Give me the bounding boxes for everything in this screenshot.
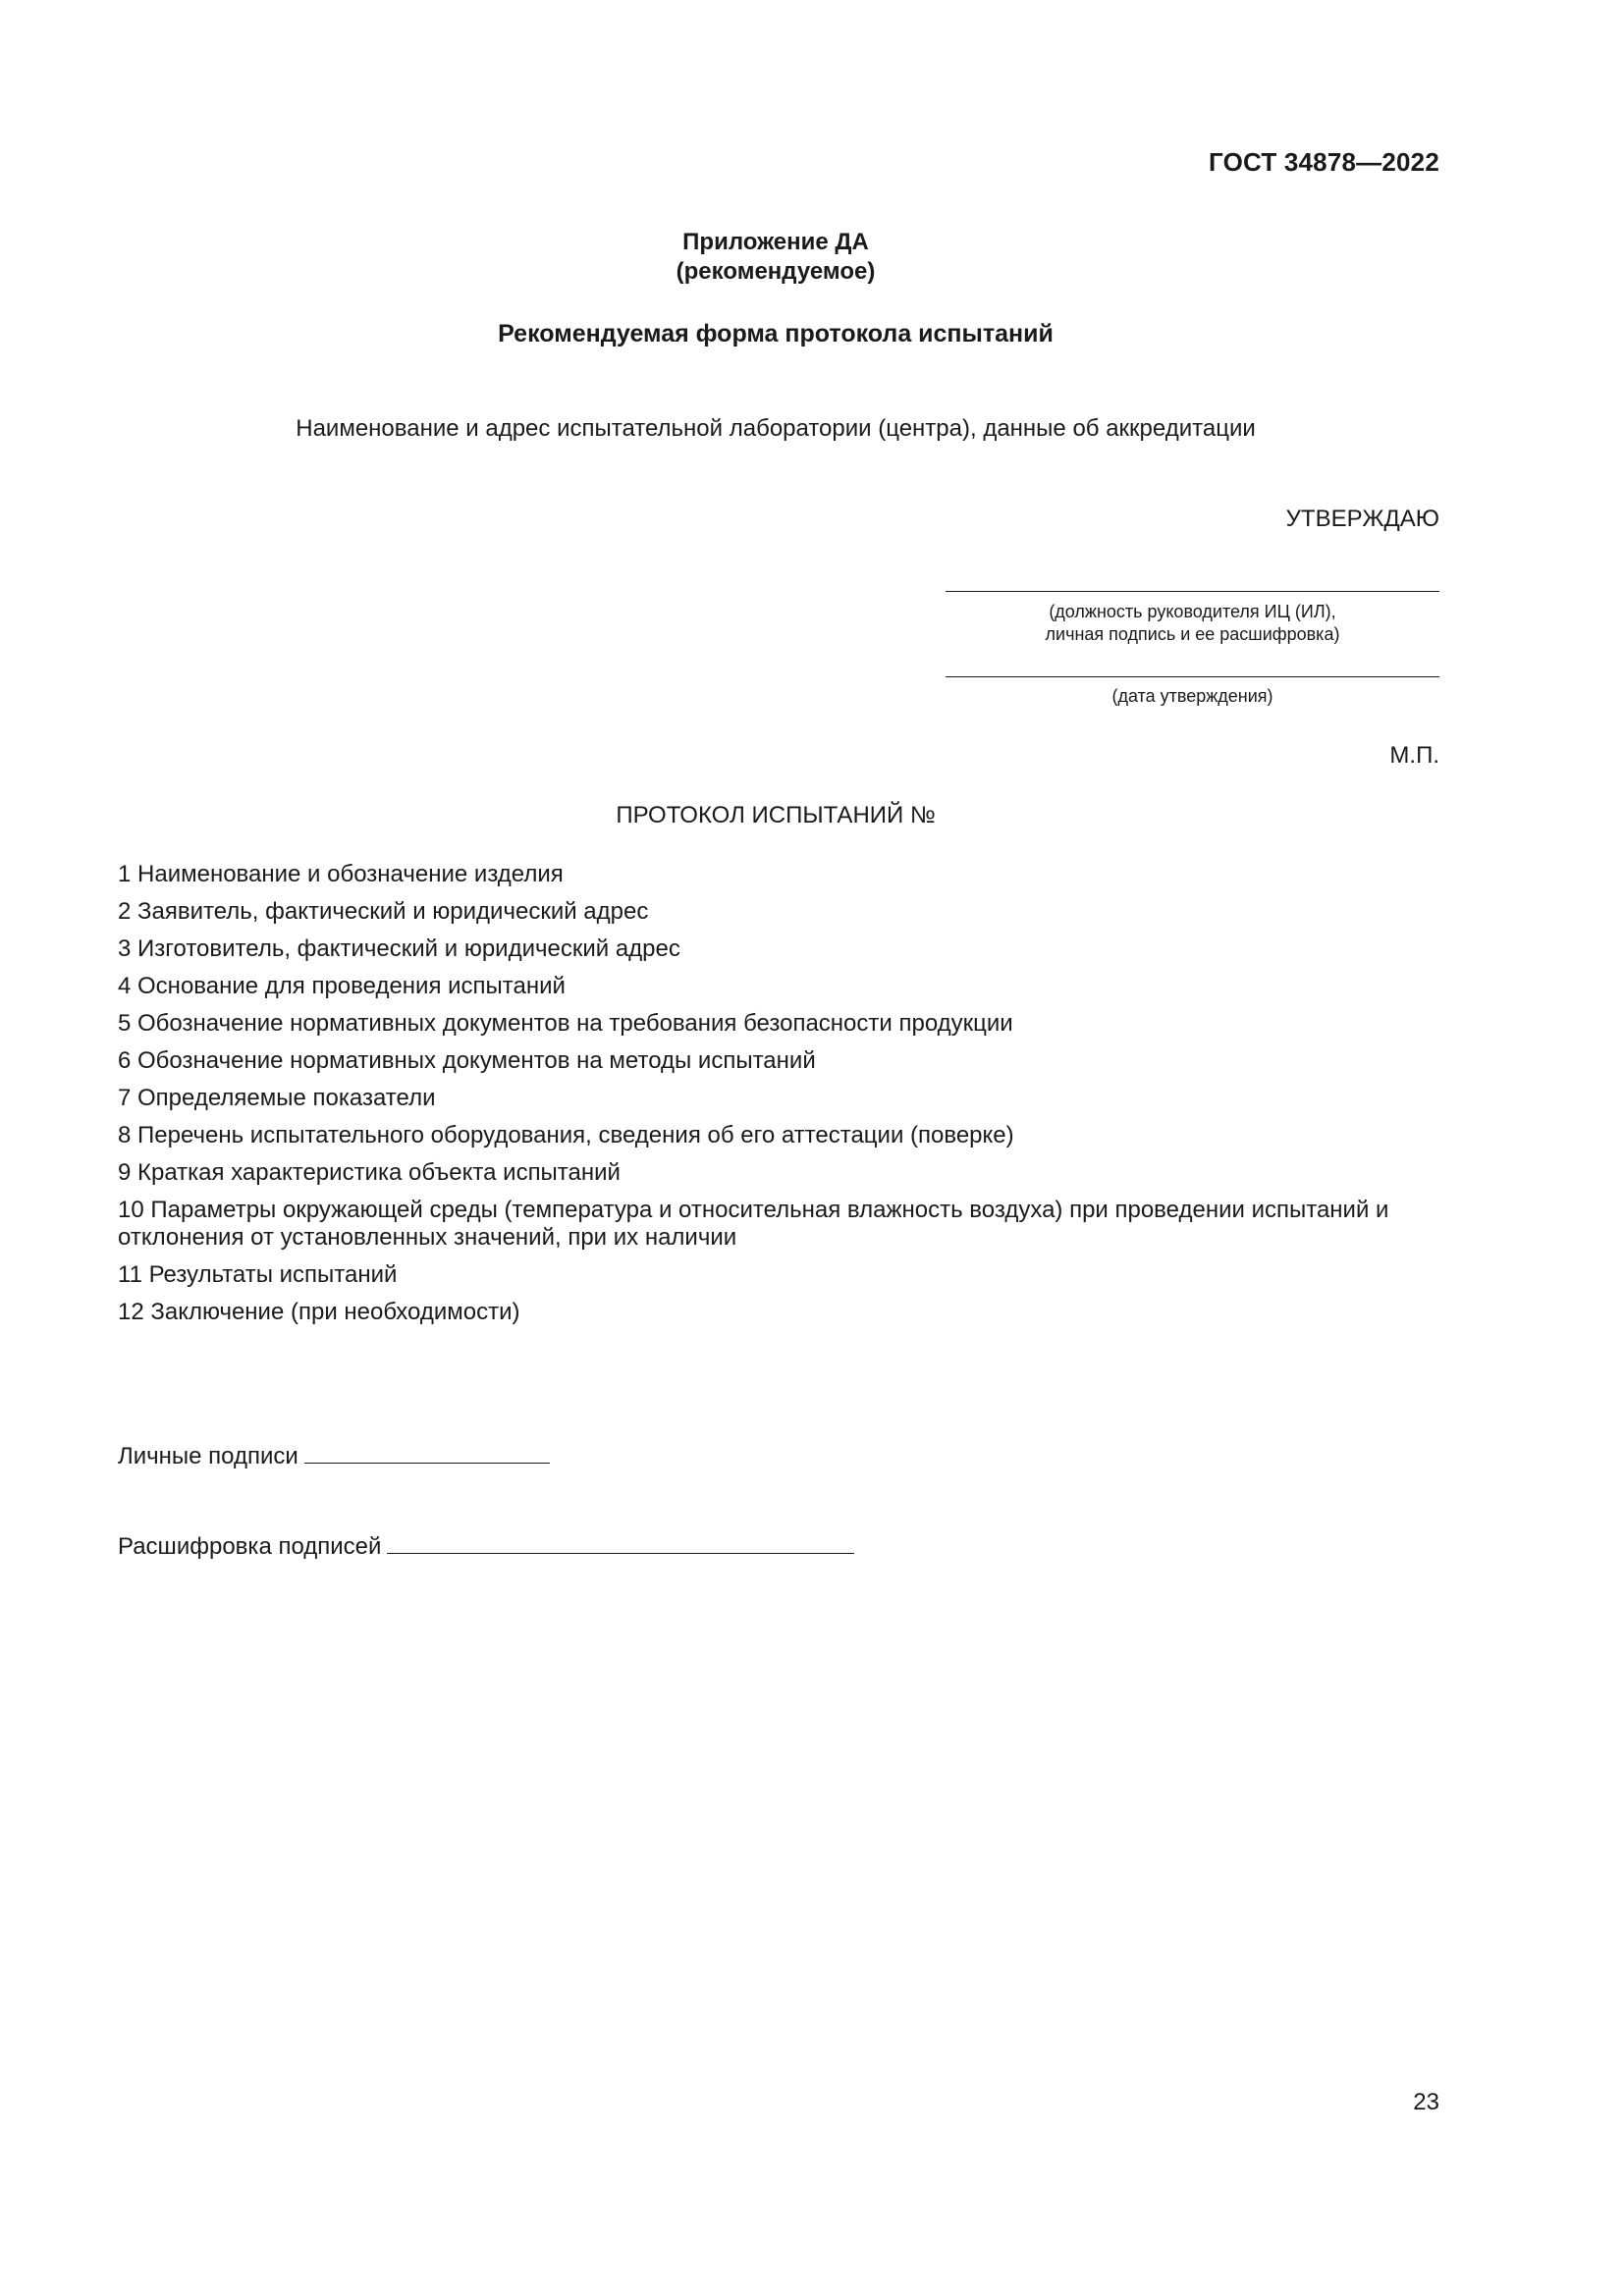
- personal-signatures-blank: [304, 1441, 550, 1464]
- list-item: 4 Основание для проведения испытаний: [118, 973, 566, 999]
- annex-title: Приложение ДА: [682, 229, 869, 255]
- list-item: 3 Изготовитель, фактический и юридический адрес: [118, 935, 680, 962]
- form-title: Рекомендуемая форма протокола испытаний: [498, 320, 1054, 347]
- list-item: 8 Перечень испытательного оборудования, сведения об его аттестации (поверке): [118, 1122, 1014, 1148]
- list-item: 7 Определяемые показатели: [118, 1085, 436, 1111]
- position-signature-line: [946, 591, 1439, 592]
- list-item: 11 Результаты испытаний: [118, 1261, 398, 1288]
- approval-label: УТВЕРЖДАЮ: [1285, 506, 1439, 532]
- annex-heading: [0, 228, 1551, 287]
- protocol-items-list: [118, 861, 1443, 1336]
- date-signature-line: [946, 676, 1439, 677]
- position-caption-line-2: личная подпись и ее расшифровка): [1045, 624, 1340, 644]
- list-item: 12 Заключение (при необходимости): [118, 1299, 520, 1325]
- list-item: 10 Параметры окружающей среды (температура и относительная влажность воздуха) при проведении испытаний и отклонения от установленных значений, при их наличии: [118, 1197, 1389, 1251]
- stamp-placeholder: М.П.: [1389, 742, 1439, 769]
- lab-name-caption: Наименование и адрес испытательной лаборатории (центра), данные об аккредитации: [296, 415, 1256, 442]
- date-caption: (дата утверждения): [1111, 686, 1273, 706]
- list-item: 5 Обозначение нормативных документов на требования безопасности продукции: [118, 1010, 1013, 1037]
- list-item: 2 Заявитель, фактический и юридический адрес: [118, 898, 649, 925]
- signature-decoding-row: [118, 1531, 854, 1561]
- signature-decoding-label: Расшифровка подписей: [118, 1533, 382, 1560]
- personal-signatures-row: [118, 1441, 550, 1470]
- list-item: 1 Наименование и обозначение изделия: [118, 861, 564, 887]
- protocol-title: ПРОТОКОЛ ИСПЫТАНИЙ №: [616, 802, 936, 828]
- position-signature-caption: [946, 601, 1439, 646]
- position-caption-line-1: (должность руководителя ИЦ (ИЛ),: [1049, 602, 1336, 621]
- annex-status: (рекомендуемое): [676, 258, 876, 285]
- list-item: 9 Краткая характеристика объекта испытаний: [118, 1159, 621, 1186]
- page-number: 23: [1413, 2089, 1439, 2115]
- personal-signatures-label: Личные подписи: [118, 1443, 298, 1469]
- signature-decoding-blank: [387, 1531, 854, 1554]
- standard-code: ГОСТ 34878—2022: [1209, 147, 1439, 177]
- list-item: 6 Обозначение нормативных документов на методы испытаний: [118, 1047, 816, 1074]
